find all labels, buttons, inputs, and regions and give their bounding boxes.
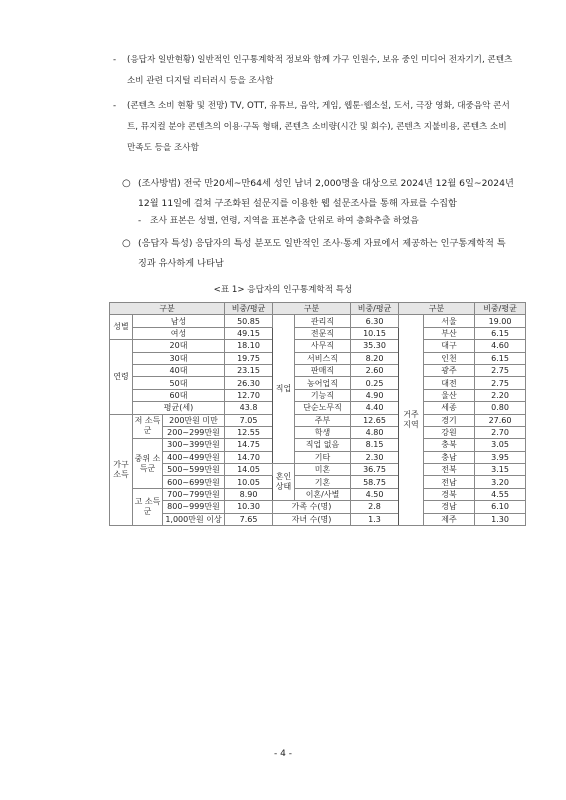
cell-value: 1.30	[475, 513, 526, 525]
group-mid-income: 중위 소득군	[133, 439, 163, 489]
cell-value: 26.30	[225, 377, 273, 389]
group-region: 거주 지역	[399, 315, 424, 526]
cell-value: 14.70	[225, 451, 273, 463]
cell-label: 200만원 미만	[163, 414, 225, 426]
cell-value: 18.10	[225, 340, 273, 352]
demographics-table	[109, 302, 526, 526]
cell-value: 3.20	[475, 476, 526, 488]
cell-value: 27.60	[475, 414, 526, 426]
table-row	[110, 488, 526, 500]
cell-label: 제주	[424, 513, 475, 525]
table-row	[110, 426, 526, 438]
cell-label: 학생	[295, 426, 351, 438]
cell-label: 전북	[424, 464, 475, 476]
cell-value: 6.15	[475, 327, 526, 339]
cell-label: 사무직	[295, 340, 351, 352]
characteristics-text: (응답자 특성) 응답자의 특성 분포도 일반적인 조사·통계 자료에서 제공하는 인구통계학적 특징과 유사하게 나타남	[138, 238, 506, 269]
page-number: - 4 -	[274, 749, 292, 759]
cell-value: 4.90	[351, 389, 399, 401]
cell-value: 7.05	[225, 414, 273, 426]
cell-label: 관리직	[295, 315, 351, 327]
cell-label: 남성	[133, 315, 225, 327]
cell-value: 50.85	[225, 315, 273, 327]
cell-label: 경남	[424, 501, 475, 513]
cell-label: 40대	[133, 364, 225, 376]
cell-value: 3.95	[475, 451, 526, 463]
circle-bullet: ○	[122, 238, 131, 249]
cell-label: 경북	[424, 488, 475, 500]
cell-value: 19.00	[475, 315, 526, 327]
group-high-income: 고 소득군	[133, 488, 163, 525]
cell-label: 기혼	[295, 476, 351, 488]
cell-label: 직업 없음	[295, 439, 351, 451]
cell-label: 500~599만원	[163, 464, 225, 476]
cell-label: 30대	[133, 352, 225, 364]
cell-label: 강원	[424, 426, 475, 438]
cell-label: 여성	[133, 327, 225, 339]
table-row	[110, 352, 526, 364]
cell-value: 4.55	[475, 488, 526, 500]
cell-label: 50대	[133, 377, 225, 389]
cell-label: 이혼/사별	[295, 488, 351, 500]
cell-label: 단순노무직	[295, 402, 351, 414]
cell-value: 14.75	[225, 439, 273, 451]
cell-value: 4.40	[351, 402, 399, 414]
cell-label: 1,000만원 이상	[163, 513, 225, 525]
bullet-item	[113, 50, 513, 92]
header-cell: 비중/평균	[225, 303, 273, 315]
cell-label: 기타	[295, 451, 351, 463]
table-row	[110, 451, 526, 463]
characteristics-paragraph	[122, 234, 514, 274]
header-cell: 비중/평균	[351, 303, 399, 315]
cell-value: 4.60	[475, 340, 526, 352]
cell-value: 19.75	[225, 352, 273, 364]
cell-value: 1.3	[351, 513, 399, 525]
cell-label: 60대	[133, 389, 225, 401]
cell-label: 광주	[424, 364, 475, 376]
method-sub-text: 조사 표본은 성별, 연령, 지역을 표본추출 단위로 하여 층화추출 하였음	[150, 216, 419, 226]
cell-label: 자녀 수(명)	[273, 513, 351, 525]
cell-value: 8.90	[225, 488, 273, 500]
table-row	[110, 340, 526, 352]
cell-value: 10.05	[225, 476, 273, 488]
cell-value: 8.20	[351, 352, 399, 364]
cell-label: 세종	[424, 402, 475, 414]
cell-value: 36.75	[351, 464, 399, 476]
table-row	[110, 389, 526, 401]
cell-value: 2.75	[475, 377, 526, 389]
cell-value: 4.50	[351, 488, 399, 500]
cell-value: 43.8	[225, 402, 273, 414]
cell-label: 충남	[424, 451, 475, 463]
table-caption: <표 1> 응답자의 인구통계학적 특성	[213, 285, 353, 295]
cell-label: 기능직	[295, 389, 351, 401]
method-text: (조사방법) 전국 만20세~만64세 성인 남녀 2,000명을 대상으로 2024년 12월 6일~2024년 12월 11일에 걸쳐 구조화된 설문지를 이용한 웹 설문조사를 통해 자료를 수집함	[138, 178, 514, 209]
table-row	[110, 327, 526, 339]
cell-value: 10.15	[351, 327, 399, 339]
table-row	[110, 464, 526, 476]
method-paragraph	[122, 174, 514, 214]
cell-label: 대전	[424, 377, 475, 389]
table-row	[110, 439, 526, 451]
cell-label: 전남	[424, 476, 475, 488]
cell-value: 7.65	[225, 513, 273, 525]
cell-label: 충북	[424, 439, 475, 451]
cell-value: 2.8	[351, 501, 399, 513]
table-row	[110, 364, 526, 376]
table-row	[110, 315, 526, 327]
header-cell: 구분	[273, 303, 351, 315]
cell-label: 400~499만원	[163, 451, 225, 463]
cell-label: 주부	[295, 414, 351, 426]
cell-label: 울산	[424, 389, 475, 401]
bullet-dash: -	[138, 216, 142, 226]
cell-label: 인천	[424, 352, 475, 364]
cell-value: 0.25	[351, 377, 399, 389]
cell-value: 35.30	[351, 340, 399, 352]
cell-label: 판매직	[295, 364, 351, 376]
cell-label: 서비스직	[295, 352, 351, 364]
table-row	[110, 513, 526, 525]
cell-value: 0.80	[475, 402, 526, 414]
table-row	[110, 402, 526, 414]
header-cell: 비중/평균	[475, 303, 526, 315]
group-income: 가구 소득	[110, 414, 133, 526]
group-low-income: 저 소득군	[133, 414, 163, 439]
cell-label: 800~999만원	[163, 501, 225, 513]
cell-value: 2.75	[475, 364, 526, 376]
cell-value: 2.30	[351, 451, 399, 463]
cell-value: 6.10	[475, 501, 526, 513]
cell-label: 평균(세)	[133, 402, 225, 414]
table-row	[110, 501, 526, 513]
cell-label: 경기	[424, 414, 475, 426]
method-sub-bullet	[138, 211, 518, 231]
cell-label: 가족 수(명)	[273, 501, 351, 513]
cell-label: 미혼	[295, 464, 351, 476]
cell-value: 6.30	[351, 315, 399, 327]
group-marital: 혼인 상태	[273, 464, 295, 501]
cell-value: 10.30	[225, 501, 273, 513]
table-header-row	[110, 303, 526, 315]
bullet-item	[113, 96, 513, 159]
cell-value: 12.55	[225, 426, 273, 438]
cell-value: 3.05	[475, 439, 526, 451]
bullet-text: (콘텐츠 소비 현황 및 전망) TV, OTT, 유튜브, 음악, 게임, 웹툰·웹소설, 도서, 극장 영화, 대중음악 콘서트, 뮤지컬 분야 콘텐츠의 이용·구독 형태, 콘텐츠 소비량(시간 및 회수), 콘텐츠 지불비용, 콘텐츠 소비 만족도 등을 조사함	[127, 101, 510, 153]
header-cell: 구분	[110, 303, 225, 315]
group-age: 연령	[110, 340, 133, 414]
cell-value: 49.15	[225, 327, 273, 339]
bullet-list	[113, 50, 513, 159]
cell-value: 2.70	[475, 426, 526, 438]
cell-label: 600~699만원	[163, 476, 225, 488]
cell-value: 3.15	[475, 464, 526, 476]
group-gender: 성별	[110, 315, 133, 340]
cell-label: 서울	[424, 315, 475, 327]
table-row	[110, 476, 526, 488]
table-row	[110, 377, 526, 389]
cell-label: 농어업직	[295, 377, 351, 389]
cell-value: 58.75	[351, 476, 399, 488]
cell-value: 2.60	[351, 364, 399, 376]
cell-label: 전문직	[295, 327, 351, 339]
bullet-dash: -	[113, 55, 117, 65]
cell-value: 23.15	[225, 364, 273, 376]
cell-value: 6.15	[475, 352, 526, 364]
bullet-text: (응답자 일반현황) 일반적인 인구통계학적 정보와 함께 가구 인원수, 보유 중인 미디어 전자기기, 콘텐츠 소비 관련 디지털 리터러시 등을 조사함	[127, 55, 513, 86]
cell-label: 부산	[424, 327, 475, 339]
cell-value: 14.05	[225, 464, 273, 476]
cell-value: 12.65	[351, 414, 399, 426]
bullet-dash: -	[113, 101, 117, 111]
cell-label: 대구	[424, 340, 475, 352]
circle-bullet: ○	[122, 178, 131, 189]
cell-value: 4.80	[351, 426, 399, 438]
cell-value: 8.15	[351, 439, 399, 451]
cell-label: 200~299만원	[163, 426, 225, 438]
header-cell: 구분	[399, 303, 475, 315]
cell-value: 12.70	[225, 389, 273, 401]
cell-value: 2.20	[475, 389, 526, 401]
table-row	[110, 414, 526, 426]
cell-label: 20대	[133, 340, 225, 352]
cell-label: 700~799만원	[163, 488, 225, 500]
group-job: 직업	[273, 315, 295, 464]
cell-label: 300~399만원	[163, 439, 225, 451]
